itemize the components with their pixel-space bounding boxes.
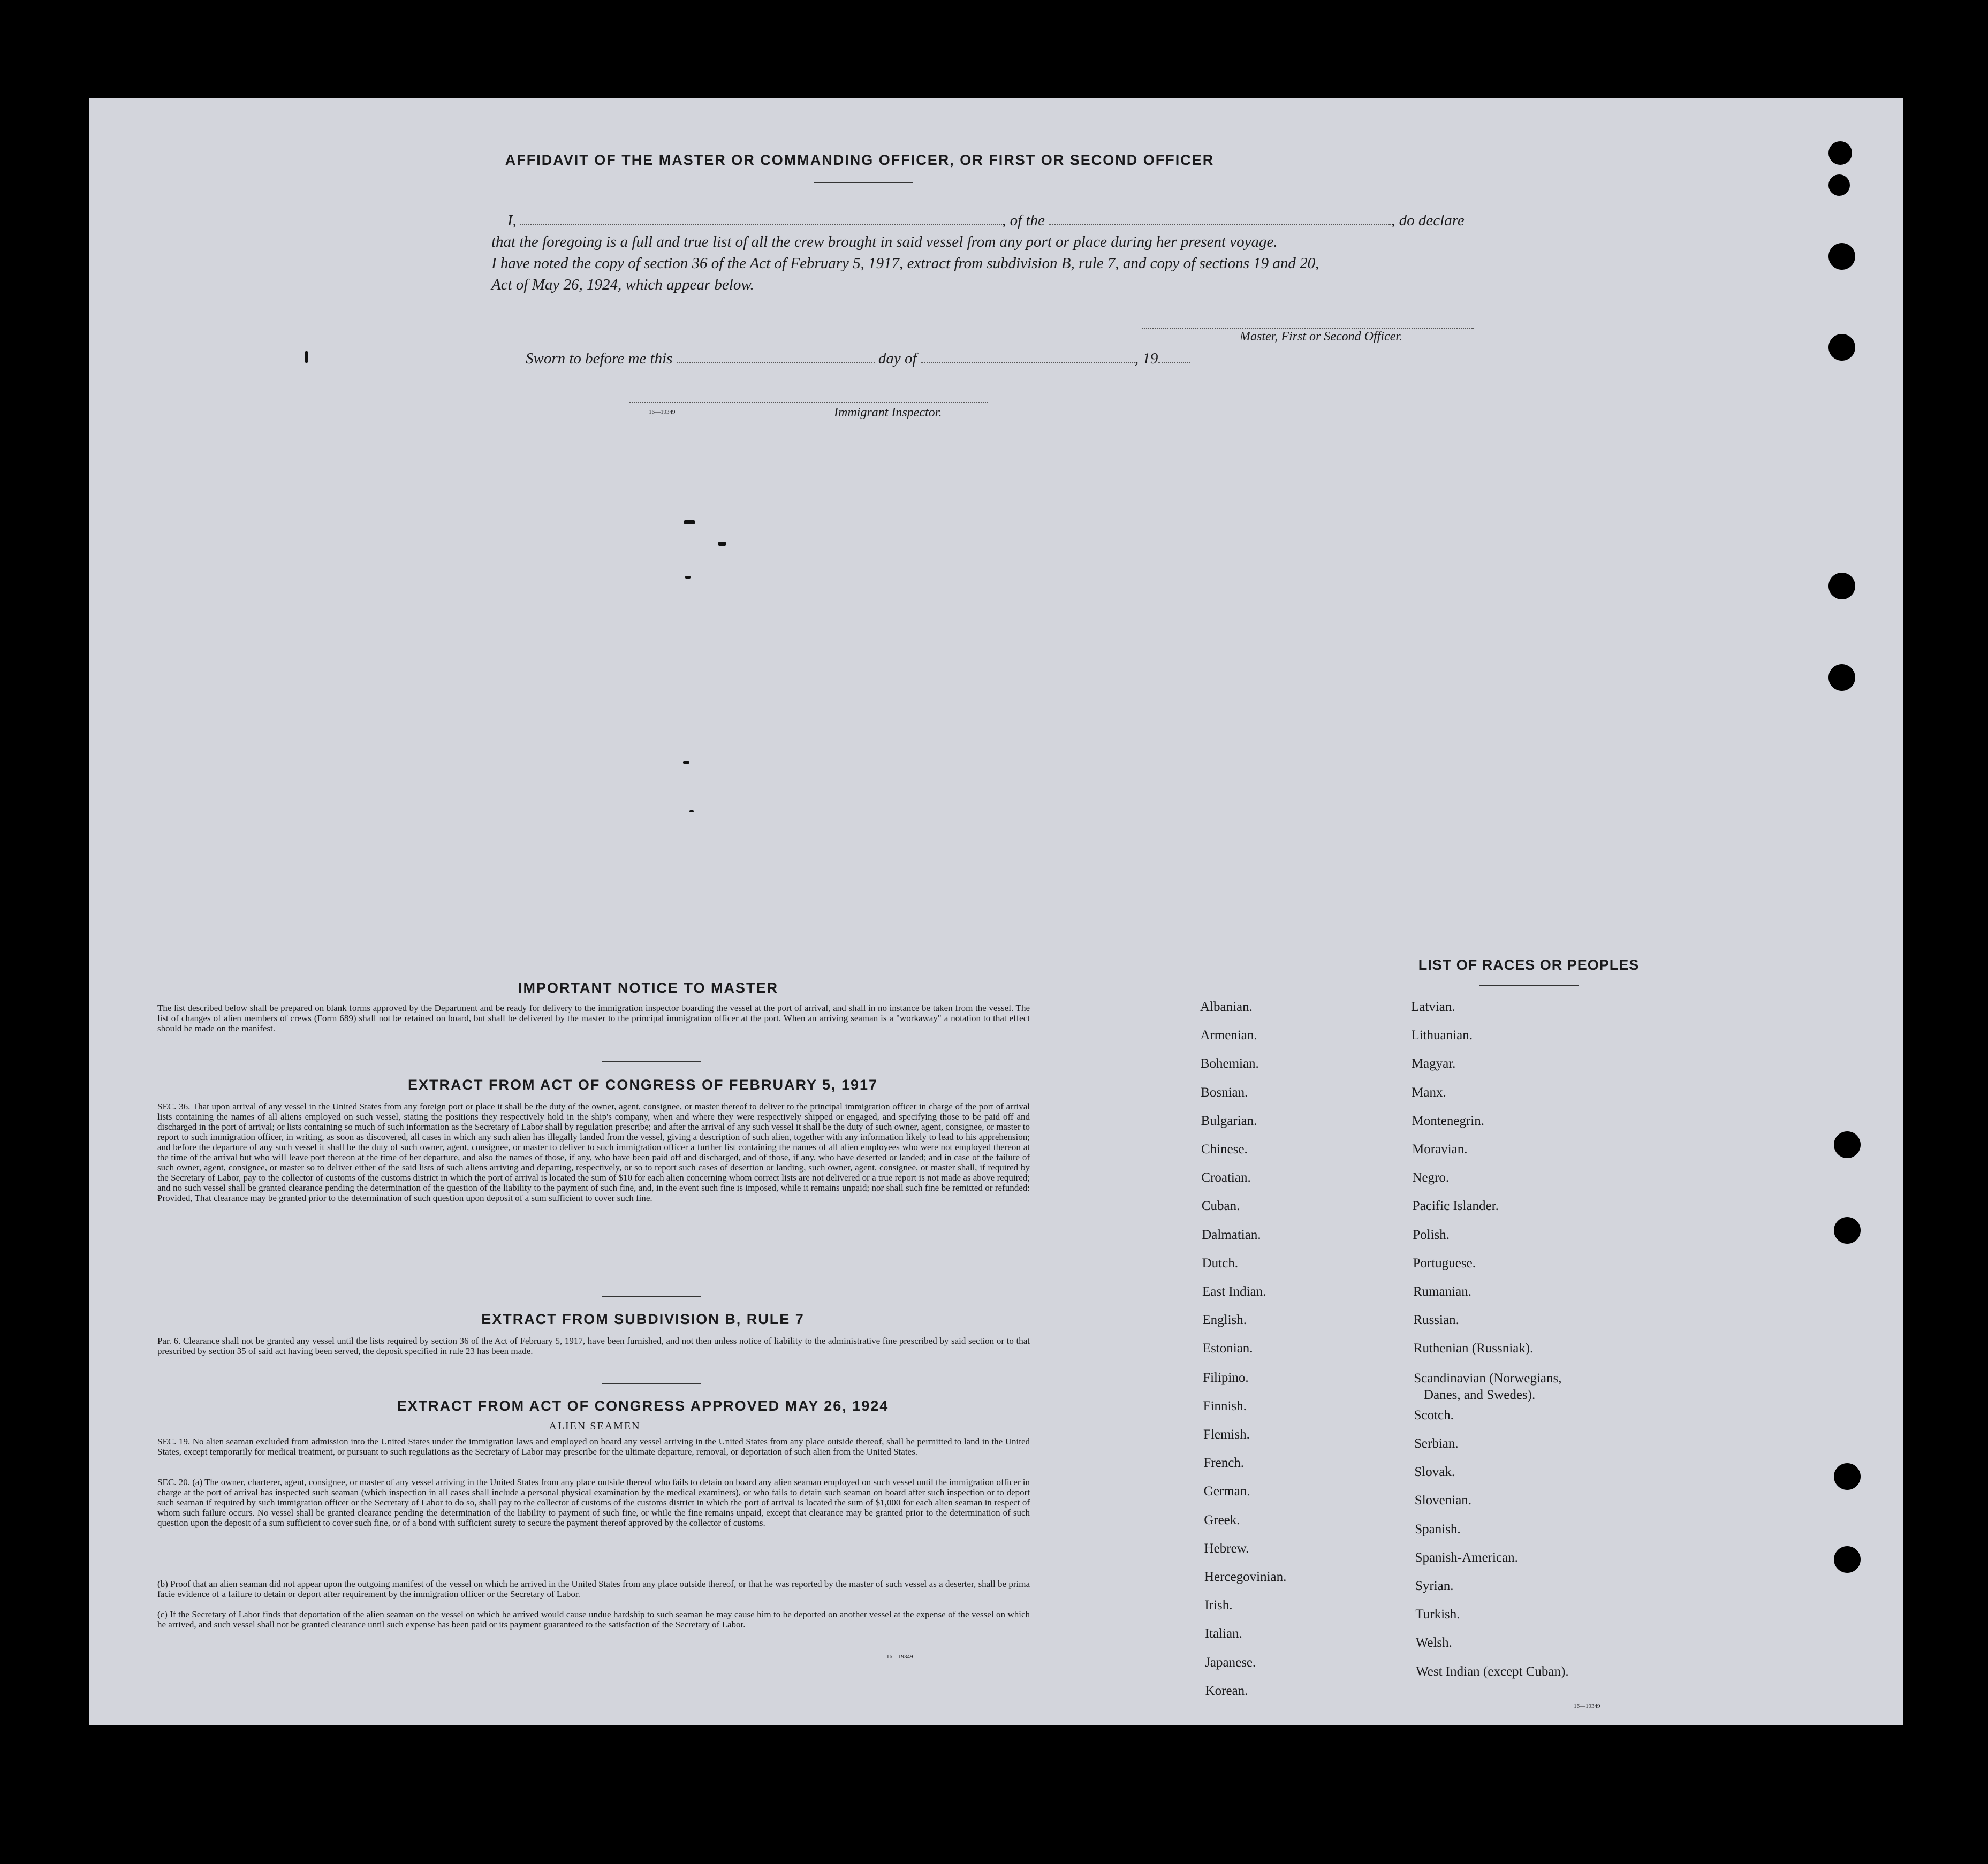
race-item: Flemish. (1203, 1427, 1250, 1442)
extract-1917-text: SEC. 36. That upon arrival of any vessel in the United States from any foreign port or place it shall be the duty of the owner, agent, consignee, or master thereof to deliver to the principal immigration officer in charge of the port of arrival lists containing the names of all aliens employed on such vessel, stating the positions they respectively hold in the ship's company, when and where they were respectively shipped or engaged, and specifying those to be paid off and discharged in the port of arrival; or lists containing so much of such information as the Secretary of Labor shall by regulation prescribe; and after the arrival of any such vessel it shall be the duty of such owner, agent, consignee, or master to report to such immigration officer, in writing, as soon as discovered, all cases in which any such alien has illegally landed from the vessel, giving a description of such alien, together with any information likely to lead to his apprehension; and before the departure of any such vessel it shall be the duty of such owner, agent, consignee, or master to deliver to such immigration officer a further list containing the names of all alien employees who were not employed thereon at the time of the arrival but who will leave port thereon at the time of her departure, and also the names of those, if any, who have been paid off and discharged, and of those, if any, who have deserted or landed; and in case of the failure of such owner, agent, consignee, or master so to deliver either of the said lists of such aliens arriving and departing, respectively, or so to report such cases of desertion or landing, such owner, agent, consignee, or master shall, if required by the Secretary of Labor, pay to the collector of customs of the customs district in which the port of arrival is located the sum of $10 for each alien concerning whom correct lists are not delivered or a true report is not made as above required; and no such vessel shall be granted clearance pending the determination of the question of the liability to the payment of such fine, and, in the event such fine is imposed, while it remains unpaid; nor shall such fine be remitted or refunded: Provided, That clearance may be granted prior to the determination of such question upon deposit of a sum sufficient to cover such fine. (157, 1101, 1030, 1203)
punch-hole (1828, 243, 1855, 270)
races-form-number: 16—19349 (1574, 1703, 1600, 1709)
punch-hole (1828, 174, 1850, 196)
inspector-caption: Immigrant Inspector. (834, 406, 942, 420)
race-item: Portuguese. (1413, 1256, 1476, 1270)
affidavit-form-number: 16—19349 (649, 409, 676, 415)
race-item: Spanish. (1415, 1521, 1461, 1536)
divider (602, 1383, 701, 1384)
punch-hole (1828, 573, 1855, 599)
punch-hole (1834, 1131, 1861, 1158)
race-item: Montenegrin. (1412, 1113, 1484, 1128)
race-item: Finnish. (1203, 1398, 1247, 1413)
race-item: French. (1203, 1456, 1245, 1471)
races-title-rule (1479, 985, 1579, 986)
extract-rule7-text: Par. 6. Clearance shall not be granted any vessel until the lists required by section 36 of the Act of February 5, 1917, have been furnished, and not then unless notice of liability to the administrative fine prescribed by said section or to that prescribed by section 35 of said act having been served, the deposit specified in rule 23 has been made. (157, 1336, 1030, 1356)
race-item: Filipino. (1203, 1370, 1249, 1385)
race-item: Korean. (1205, 1683, 1248, 1698)
extract-1924-sec19: SEC. 19. No alien seaman excluded from admission into the United States under the immigration laws and employed on board any vessel arriving in the United States from any place outside thereof, shall be permitted to land in the United States, except temporarily for medical treatment, or pursuant to such regulations as the Secretary of Labor may prescribe for the ultimate departure, removal, or deportation of such alien from the United States. (157, 1436, 1030, 1457)
affidavit-line-4: Act of May 26, 1924, which appear below. (491, 276, 754, 293)
sworn-line (526, 350, 1190, 368)
race-item: Scandinavian (Norwegians, Danes, and Swedes). (1414, 1371, 1562, 1402)
alien-seamen-subtitle: ALIEN SEAMEN (549, 1420, 641, 1432)
ink-speck (689, 810, 694, 812)
affidavit-line-2: that the foregoing is a full and true list of all the crew brought in said vessel from any port or place during her present voyage. (491, 233, 1278, 250)
race-item: Manx. (1412, 1085, 1446, 1100)
punch-hole (1828, 664, 1855, 691)
document-page (89, 98, 1903, 1725)
race-item: German. (1203, 1484, 1250, 1499)
race-item: Bulgarian. (1201, 1113, 1257, 1128)
race-item: Dutch. (1202, 1256, 1238, 1270)
affidavit-i: I, (507, 212, 517, 229)
inspector-signature-line[interactable] (629, 401, 988, 403)
race-item: Italian. (1204, 1626, 1242, 1641)
race-item: Russian. (1413, 1313, 1459, 1328)
punch-hole (1828, 334, 1855, 361)
affidavit-of-the: , of the (1002, 212, 1045, 229)
year-blank[interactable] (1158, 362, 1190, 363)
ink-speck (683, 761, 689, 764)
notice-text: The list described below shall be prepared on blank forms approved by the Department and be ready for delivery to the immigration inspector boarding the vessel at the port of arrival, and shall in no instance be taken from the vessel. The list of changes of alien members of crews (Form 689) shall not be retained on board, but shall be delivered by the master to the principal immigration officer at the port. When an arriving seaman is a "workaway" a notation to that effect should be made on the manifest. (157, 1003, 1030, 1033)
race-item: English. (1202, 1313, 1247, 1328)
extract-1924-sec20a: SEC. 20. (a) The owner, charterer, agent, consignee, or master of any vessel arriving in the United States from any place outside thereof who fails to detain on board any alien seaman employed on such vessel until the immigration officer in charge at the port of arrival has inspected such seaman (which inspection in all cases shall include a personal physical examination by the medical examiners), or who fails to detain such seaman on board after such inspection or to deport such seaman if required by such immigration officer or the Secretary of Labor to do so, shall pay to the collector of customs of the customs district in which the port of arrival is located the sum of $1,000 for each alien seaman in respect of whom such failure occurs. No vessel shall be granted clearance pending the determination of the liability to payment of such fine, or while the fine remains unpaid, except that clearance may be granted prior to the determination of such question upon the deposit of a sum sufficient to cover such fine, or of a bond with sufficient surety to secure the payment thereof approved by the collector of customs. (157, 1477, 1030, 1528)
ink-speck (684, 520, 695, 524)
extract-1924-sec20b: (b) Proof that an alien seaman did not appear upon the outgoing manifest of the vessel on which he arrived in the United States from any place outside thereof, or that he was reported by the master of such vessel as a deserter, shall be prima facie evidence of a failure to detain or deport after requirement by the immigration officer or the Secretary of Labor. (157, 1579, 1030, 1599)
punch-hole (1828, 141, 1852, 165)
race-item: Rumanian. (1413, 1284, 1472, 1299)
affidavit-line-3: I have noted the copy of section 36 of the Act of February 5, 1917, extract from subdivision B, rule 7, and copy of sections 19 and 20, (491, 255, 1319, 272)
race-item: Bohemian. (1200, 1056, 1259, 1071)
race-item: East Indian. (1202, 1284, 1266, 1299)
race-item: West Indian (except Cuban). (1416, 1664, 1569, 1679)
divider (602, 1296, 701, 1297)
ink-speck (718, 542, 726, 546)
ink-speck (685, 576, 691, 579)
race-item: Welsh. (1415, 1635, 1452, 1650)
race-item: Spanish-American. (1415, 1550, 1518, 1565)
race-item: Magyar. (1411, 1056, 1456, 1071)
race-item: Greek. (1204, 1512, 1240, 1527)
race-item: Dalmatian. (1202, 1227, 1261, 1242)
extract-1924-title: EXTRACT FROM ACT OF CONGRESS APPROVED MAY 26, 1924 (397, 1398, 889, 1414)
race-item: Slovak. (1414, 1465, 1455, 1480)
sworn-day-blank[interactable] (677, 362, 875, 363)
day-of-label: day of (878, 350, 917, 367)
race-item: Cuban. (1201, 1199, 1240, 1214)
race-item: Hercegovinian. (1204, 1570, 1287, 1584)
year-prefix: , 19 (1134, 350, 1158, 367)
sworn-label: Sworn to before me this (526, 350, 673, 367)
divider (602, 1061, 701, 1062)
race-item: Turkish. (1415, 1607, 1460, 1622)
notice-title: IMPORTANT NOTICE TO MASTER (518, 980, 778, 996)
race-item: Japanese. (1205, 1655, 1256, 1670)
race-item: Estonian. (1202, 1341, 1253, 1356)
race-item: Irish. (1204, 1598, 1233, 1613)
race-item: Serbian. (1414, 1436, 1459, 1451)
race-item: Lithuanian. (1411, 1028, 1473, 1043)
race-item: Pacific Islander. (1412, 1199, 1499, 1214)
race-item: Croatian. (1201, 1170, 1251, 1185)
ink-speck (305, 351, 308, 363)
extract-1924-form-number: 16—19349 (886, 1654, 913, 1660)
race-item: Armenian. (1200, 1028, 1257, 1043)
affidavit-do-declare: , do declare (1391, 212, 1465, 229)
race-item: Polish. (1413, 1227, 1450, 1242)
affidavit-title: AFFIDAVIT OF THE MASTER OR COMMANDING OFFICER, OR FIRST OR SECOND OFFICER (505, 152, 1215, 168)
race-item: Slovenian. (1414, 1493, 1472, 1508)
race-item: Albanian. (1200, 1000, 1253, 1014)
extract-1917-title: EXTRACT FROM ACT OF CONGRESS OF FEBRUARY 5, 1917 (407, 1077, 878, 1093)
races-title: LIST OF RACES OR PEOPLES (1418, 957, 1640, 973)
race-item: Syrian. (1415, 1579, 1454, 1593)
vessel-blank[interactable] (1049, 224, 1391, 225)
affidavit-declaration-line (507, 212, 1465, 230)
punch-hole (1834, 1217, 1861, 1244)
master-signature-line[interactable] (1142, 328, 1474, 329)
race-item: Latvian. (1411, 1000, 1455, 1014)
punch-hole (1834, 1463, 1861, 1490)
race-item: Moravian. (1412, 1142, 1468, 1157)
punch-hole (1834, 1546, 1861, 1573)
race-item: Ruthenian (Russniak). (1413, 1341, 1534, 1356)
race-item: Chinese. (1201, 1142, 1248, 1157)
master-caption: Master, First or Second Officer. (1240, 330, 1402, 344)
extract-rule7-title: EXTRACT FROM SUBDIVISION B, RULE 7 (481, 1311, 805, 1327)
extract-1924-sec20c: (c) If the Secretary of Labor finds that deportation of the alien seaman on the vessel on which he arrived would cause undue hardship to such seaman he may cause him to be deported on another vessel at the expense of the vessel on which he arrived, and such vessel shall not be granted clearance until such expense has been paid or its payment guaranteed to the satisfaction of the Secretary of Labor. (157, 1609, 1030, 1630)
race-item: Bosnian. (1201, 1085, 1248, 1100)
name-blank[interactable] (520, 224, 1002, 225)
race-item: Negro. (1412, 1170, 1450, 1185)
race-item: Hebrew. (1204, 1541, 1249, 1556)
race-item: Scotch. (1414, 1407, 1454, 1422)
sworn-month-blank[interactable] (921, 362, 1135, 363)
affidavit-title-rule (814, 182, 913, 183)
